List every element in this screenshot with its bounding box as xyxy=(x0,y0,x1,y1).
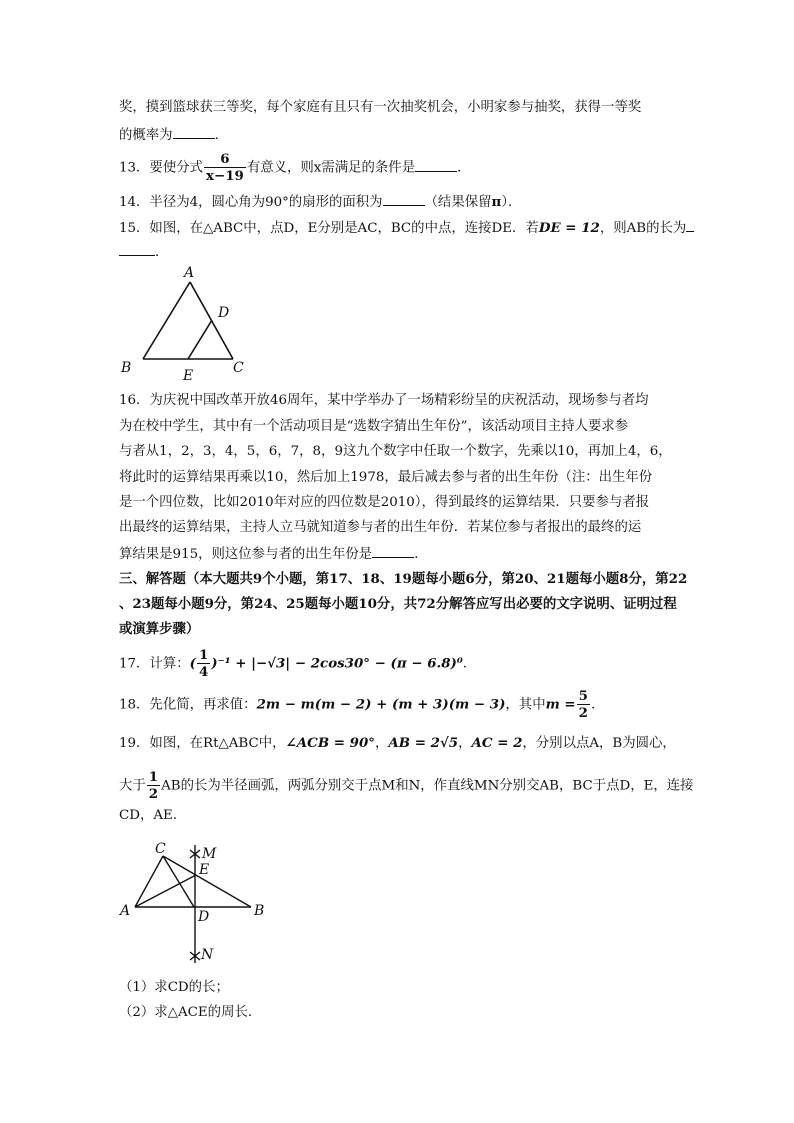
question-19-line-1 xyxy=(119,734,676,753)
question-17: 17．计算：( $\frac{1}{4}$ )⁻¹ + |−√3| − 2cos30° − (π − 6.8)⁰. xyxy=(119,647,467,680)
label-C: C xyxy=(233,360,244,376)
q16-line-3: 与者从1，2，3，4，5，6，7，8，9这九个数字中任取一个数字，先乘以10，再加上4，6， xyxy=(119,444,672,459)
section-3-line-3: 或演算步骤） xyxy=(119,621,200,637)
label-A: A xyxy=(184,265,195,281)
q16-line-1: 16．为庆祝中国改革开放46周年，某中学举办了一场精彩纷呈的庆祝活动，现场参与者均 xyxy=(119,393,649,408)
question-19-line-3: CD，AE． xyxy=(119,808,187,823)
q16-line-5: 是一个四位数，比如2010年对应的四位数是2010），得到最终的运算结果．只要参与者报 xyxy=(119,495,650,510)
q18-expr: 2m − m(m − 2) + (m + 3)(m − 3) xyxy=(256,696,506,713)
section-3-line-2: 、23题每小题9分，第24、25题每小题10分，共72分解答应写出必要的文字说明、证明过程 xyxy=(119,596,677,612)
q15-tail: ，则AB的长为 xyxy=(599,221,687,236)
q13-fraction-den: x−19 xyxy=(206,168,244,184)
intro-line-2-text: 的概率为 xyxy=(119,128,173,143)
q15-expr: DE = 12 xyxy=(538,220,600,236)
answer-blank-14 xyxy=(383,192,425,206)
label-B: B xyxy=(254,903,265,919)
q19-fraction-den: 2 xyxy=(148,786,159,802)
q16-line-7-text: 算结果是915，则这位参与者的出生年份是 xyxy=(119,547,373,562)
q16-line-7: 算结果是915，则这位参与者的出生年份是 ． xyxy=(119,544,428,564)
q13-fraction-num: 6 xyxy=(204,152,246,168)
q19-l1c: ， xyxy=(375,736,389,751)
q19-triangle-figure xyxy=(118,835,268,970)
label-E: E xyxy=(199,862,210,878)
q16-line-2: 为在校中学生，其中有一个活动项目是“选数字猜出生年份”，该活动项目主持人要求参 xyxy=(119,419,629,434)
q17-label: 17．计算： xyxy=(119,656,190,672)
q19-l1e: ， xyxy=(458,736,472,751)
answer-blank-13 xyxy=(415,158,457,172)
q18-m-eq: m = xyxy=(545,696,576,713)
q16-line-4: 将此时的运算结果再乘以10，然后加上1978，最后减去参与者的出生年份（注：出生年份 xyxy=(119,470,653,485)
label-N: N xyxy=(201,947,214,963)
question-13: 13．要使分式 $\frac{6}{x-19}$ 有意义，则x需满足的条件是 ． xyxy=(119,151,471,184)
q15-triangle-figure xyxy=(118,262,268,386)
q18-fraction-num: 5 xyxy=(578,688,588,704)
label-D: D xyxy=(218,305,230,321)
question-19-line-2 xyxy=(119,770,694,802)
q19-l2b: AB的长为半径画弧，两弧分别交于点M和N，作直线MN分别交AB，BC于点D，E，连接 xyxy=(161,778,694,794)
q14-text: 14．半径为4，圆心角为90°的扇形的面积为 xyxy=(119,195,383,210)
question-15 xyxy=(119,218,694,238)
q19-l2a: 大于 xyxy=(119,778,146,794)
label-D: D xyxy=(198,909,210,925)
q19-fraction xyxy=(147,770,160,802)
q14-paren: （结果保留 xyxy=(424,195,492,210)
q13-fraction xyxy=(204,152,246,184)
answer-blank-15 xyxy=(119,242,155,256)
q19-sub-2: （2）求△ACE的周长． xyxy=(119,1005,262,1020)
label-B: B xyxy=(121,360,132,376)
q18-fraction-den: 2 xyxy=(578,705,588,721)
question-18: 18．先化简，再求值：2m − m(m − 2) + (m + 3)(m − 3)，其中m = $\frac{5}{2}$ . xyxy=(119,688,596,721)
q17-expr: ⁻¹ + |−√3| − 2cos30° − (π − 6.8)⁰ xyxy=(217,655,463,672)
q17-fraction-num: 1 xyxy=(198,647,209,663)
label-A: A xyxy=(120,903,131,919)
label-M: M xyxy=(202,846,217,862)
question-14 xyxy=(119,192,521,212)
q13-label: 13．要使分式 xyxy=(119,160,203,176)
q16-line-6: 出最终的运算结果，主持人立马就知道参与者的出生年份．若某位参与者报出的最终的运 xyxy=(119,520,642,535)
q14-close: ）． xyxy=(501,195,522,210)
q19-ab: AB = 2√5 xyxy=(388,735,459,751)
question-15-line2: ． xyxy=(119,242,168,262)
q19-sub-1: （1）求CD的长； xyxy=(119,980,229,995)
label-E: E xyxy=(183,368,194,384)
section-3-line-1: 三、解答题（本大题共9个小题，第17、18、19题每小题6分，第20、21题每小题8分，第22 xyxy=(119,571,688,587)
answer-blank-12 xyxy=(173,125,215,139)
q18-label: 18．先化简，再求值： xyxy=(119,697,257,713)
q19-fraction-num: 1 xyxy=(148,769,159,785)
q18-fraction xyxy=(577,689,590,721)
q14-pi: π xyxy=(491,194,502,210)
q19-ac: AC = 2 xyxy=(471,735,523,751)
q13-tail: 有意义，则x需满足的条件是 xyxy=(246,160,416,176)
q19-l1g: ，分别以点A，B为圆心， xyxy=(522,736,676,751)
q18-mid: ，其中 xyxy=(505,697,546,713)
q19-l1a: 19．如图，在Rt△ABC中， xyxy=(119,736,286,751)
answer-blank-15a xyxy=(686,218,694,232)
q17-fraction-den: 4 xyxy=(198,664,209,680)
intro-line-1: 奖，摸到篮球获三等奖，每个家庭有且只有一次抽奖机会，小明家参与抽奖，获得一等奖 xyxy=(119,100,642,115)
answer-blank-16 xyxy=(372,544,414,558)
label-C: C xyxy=(155,841,166,857)
q17-fraction xyxy=(197,648,210,680)
q19-angle: ∠ACB = 90° xyxy=(285,735,376,751)
intro-line-2: 的概率为 ． xyxy=(119,125,228,145)
q15-text: 15．如图，在△ABC中，点D，E分别是AC，BC的中点，连接DE．若 xyxy=(119,221,539,236)
